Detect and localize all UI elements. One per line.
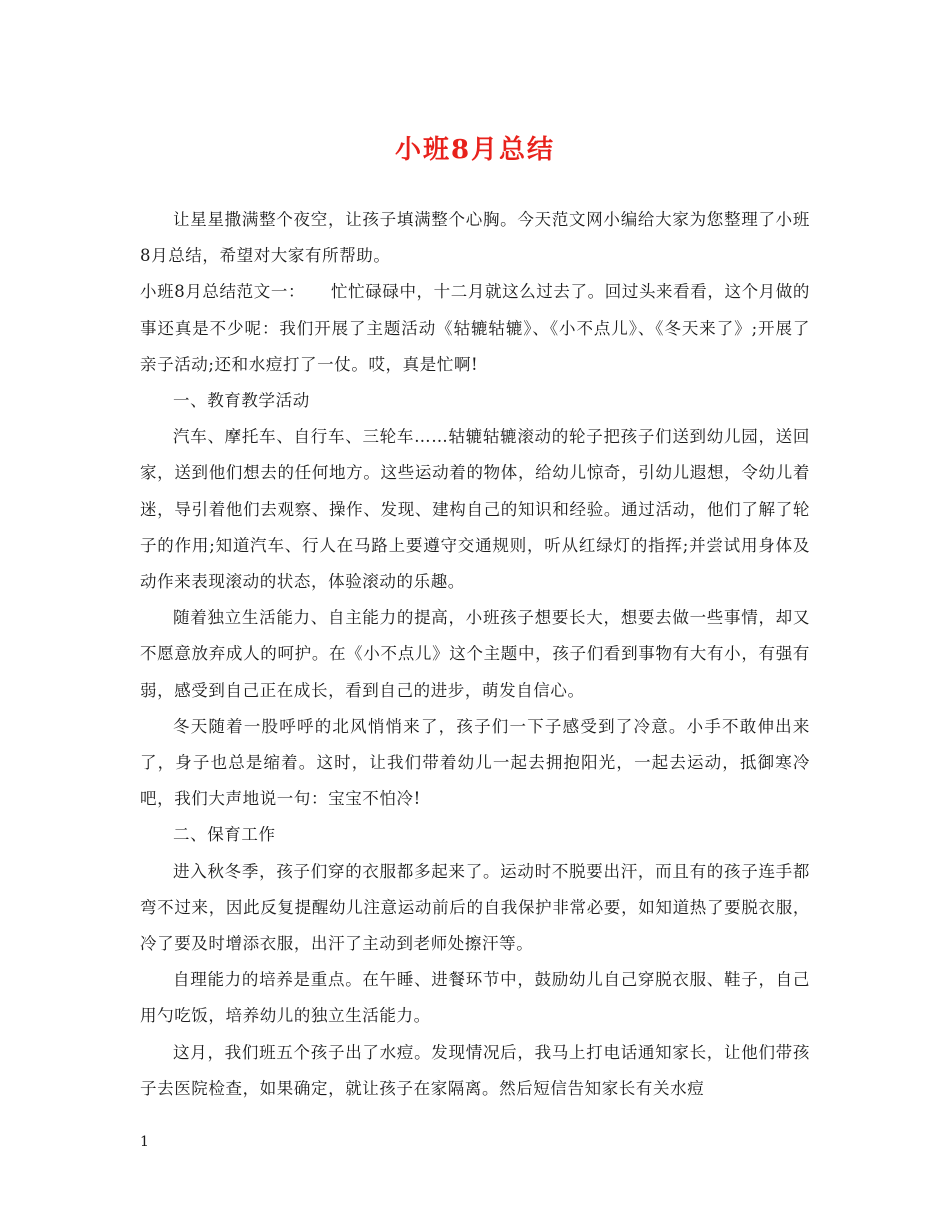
paragraph-self-care: 自理能力的培养是重点。在午睡、进餐环节中，鼓励幼儿自己穿脱衣服、鞋子，自己用勺吃饭，培养幼儿的独立生活能力。 [140,970,810,1026]
intro-paragraph: 让星星撒满整个夜空，让孩子填满整个心胸。今天范文网小编给大家为您整理了小班8月总结，希望对大家有所帮助。 [140,210,810,266]
paragraph-little-ones: 随着独立生活能力、自主能力的提高，小班孩子想要长大，想要去做一些事情，却又不愿意放弃成人的呵护。在《小不点儿》这个主题中，孩子们看到事物有大有小，有强有弱，感受到自己正在成长，看到自己的进步，萌发自信心。 [140,608,810,700]
section-heading-care: 二、保育工作 [173,825,276,845]
paragraph-winter: 冬天随着一股呼呼的北风悄悄来了，孩子们一下子感受到了冷意。小手不敢伸出来了，身子也总是缩着。这时，让我们带着幼儿一起去拥抱阳光，一起去运动，抵御寒冷吧，我们大声地说一句：宝宝不怕冷! [140,716,810,809]
paragraph-wheels: 汽车、摩托车、自行车、三轮车……轱辘轱辘滚动的轮子把孩子们送到幼儿园，送回家，送到他们想去的任何地方。这些运动着的物体，给幼儿惊奇，引幼儿遐想，令幼儿着迷，导引着他们去观察、操作、发现、建构自己的知识和经验。通过活动，他们了解了轮子的作用;知道汽车、行人在马路上要遵守交通规则，听从红绿灯的指挥;并尝试用身体及动作来表现滚动的状态，体验滚动的乐趣。 [140,427,810,592]
page-number: 1 [140,1134,149,1150]
document-title: 小班8月总结 [394,135,556,165]
sample-one-paragraph: 小班8月总结范文一： 忙忙碌碌中，十二月就这么过去了。回过头来看看，这个月做的事还真是不少呢：我们开展了主题活动《轱辘轱辘》、《小不点儿》、《冬天来了》;开展了亲子活动;还和水痘打了一仗。哎，真是忙啊! [140,282,810,374]
paragraph-clothing: 进入秋冬季，孩子们穿的衣服都多起来了。运动时不脱要出汗，而且有的孩子连手都弯不过来，因此反复提醒幼儿注意运动前后的自我保护非常必要，如知道热了要脱衣服，冷了要及时增添衣服，出汗了主动到老师处擦汗等。 [140,861,810,954]
document-body [140,202,810,1107]
paragraph-chickenpox: 这月，我们班五个孩子出了水痘。发现情况后，我马上打电话通知家长，让他们带孩子去医院检查，如果确定，就让孩子在家隔离。然后短信告知家长有关水痘 [140,1042,810,1098]
section-heading-education: 一、教育教学活动 [173,391,310,411]
